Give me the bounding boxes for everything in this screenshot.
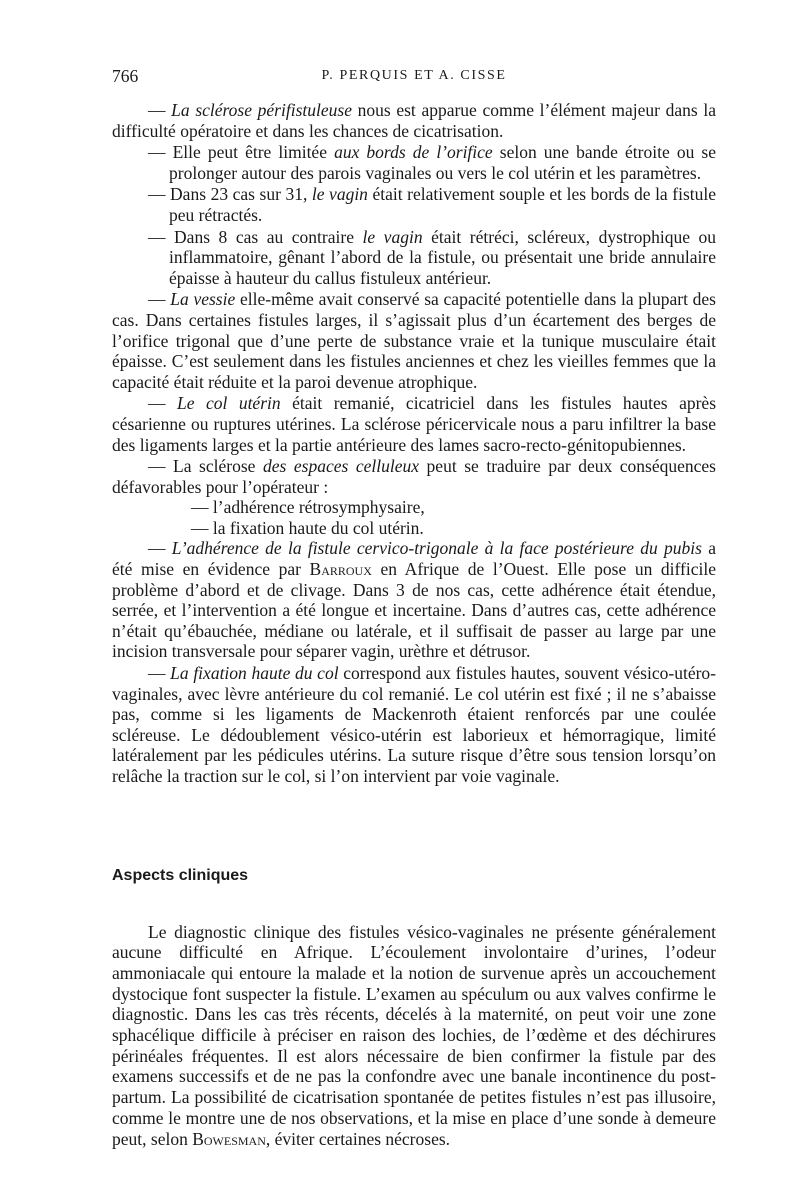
paragraph-espaces-celluleux: — La sclérose des espaces celluleux peut se traduire par deux conséquences défavorables pour l’opérateur : <box>112 456 716 497</box>
paragraph-vessie: — La vessie elle-même avait conservé sa capacité potentielle dans la plupart des cas. Dans certaines fistules larges, il s’agissait plus d’un écartement des berges de l’orifice trigonal que d’une perte de substance vraie et la tunique musculaire était épaisse. C’est seulement dans les fistules anciennes et chez les vieilles femmes que la capacité était réduite et la paroi devenue atrophique. <box>112 289 716 392</box>
paragraph-sclerose: — La sclérose périfistuleuse nous est apparue comme l’élément majeur dans la difficulté opératoire et dans les chances de cicatrisation. <box>112 100 717 141</box>
section-body <box>112 904 716 1167</box>
page-header <box>112 66 716 88</box>
list-item: — la fixation haute du col utérin. <box>191 517 424 538</box>
paragraph-diagnostic: Le diagnostic clinique des fistules vésico-vaginales ne présente généralement aucune difficulté en Afrique. L’écoulement involontaire d’urines, l’odeur ammoniacale qui entoure la malade et la notion de survenue après un accouchement dystocique font suspecter la fistule. L’examen au spéculum ou aux valves confirme le diagnostic. Dans les cas très récents, décelés à la maternité, on peut voir une zone sphacélique difficile à préciser en raison des lochies, de l’œdème et des déchirures périnéales fréquentes. Il est alors nécessaire de bien confirmer la fistule par des examens successifs et de ne pas la confondre avec une banale incontinence du post-partum. La possibilité de cicatrisation spontanée de petites fistules n’est pas illusoire, comme le montre une de nos observations, et la mise en place d’une sonde à demeure peut, selon Bowesman, éviter certaines nécroses. <box>112 921 716 1149</box>
running-title: P. PERQUIS ET A. CISSE <box>321 68 507 83</box>
paragraph-bords: — Elle peut être limitée aux bords de l’orifice selon une bande étroite ou se prolonger autour des parois vaginales ou vers le col utérin et les paramètres. <box>148 142 716 183</box>
page-number: 766 <box>112 66 139 86</box>
body-text <box>112 100 716 787</box>
author-name: Barroux <box>309 559 372 580</box>
paragraph-vagin-retreci: — Dans 8 cas au contraire le vagin était rétréci, scléreux, dystrophique ou inflammatoire, gênant l’abord de la fistule, ou présentait une bride annulaire épaisse à hauteur du callus fistuleux antérieur. <box>148 226 717 288</box>
list-item: — l’adhérence rétrosymphysaire, <box>191 497 425 518</box>
author-name: Bowesman <box>192 1128 266 1149</box>
section-heading: Aspects cliniques <box>112 867 249 884</box>
paragraph-col-uterin: — Le col utérin était remanié, cicatriciel dans les fistules hautes après césarienne ou ruptures utérines. La sclérose péricervicale nous a paru infiltrer la base des ligaments larges et la partie antérieure des lames sacro-recto-génitopubiennes. <box>112 393 717 455</box>
paragraph-fixation: — La fixation haute du col correspond aux fistules hautes, souvent vésico-utéro-vaginales, avec lèvre antérieure du col remanié. Le col utérin est fixé ; il ne s’abaisse pas, comme si les ligaments de Mackenroth étaient renforcés par une coulée scléreuse. Le dédoublement vésico-utérin est laborieux et hémorragique, limité latéralement par les pédicules utérins. La suture risque d’être sous tension lorsqu’on relâche la traction sur le col, si l’on intervient par voie vaginale. <box>112 663 716 786</box>
paragraph-vagin-souple: — Dans 23 cas sur 31, le vagin était relativement souple et les bords de la fistule peu rétractés. <box>148 184 716 225</box>
paragraph-adherence: — L’adhérence de la fistule cervico-trigonale à la face postérieure du pubis a été mise en évidence par Barroux en Afrique de l’Ouest. Elle pose un difficile problème d’abord et de clivage. Dans 3 de nos cas, cette adhérence était étendue, serrée, et l’intervention a été longue et incertaine. Dans d’autres cas, cette adhérence n’était qu’ébauchée, médiane ou latérale, et il suffisait de passer au large par une incision transversale pour séparer vagin, urèthre et détrusor. <box>112 538 716 662</box>
